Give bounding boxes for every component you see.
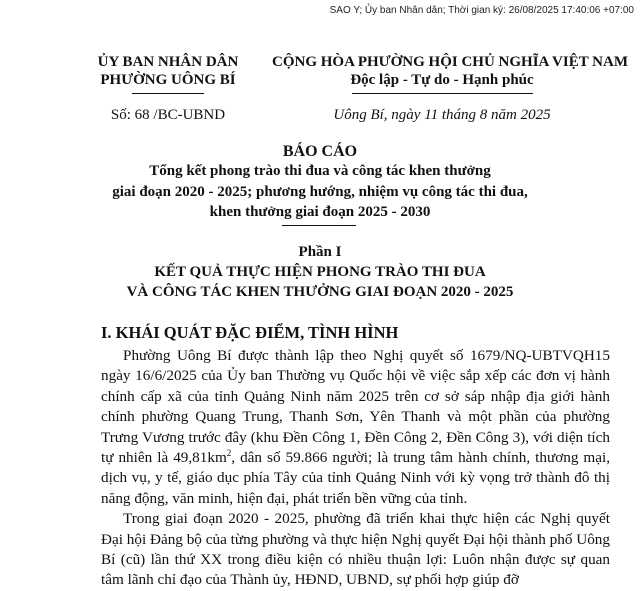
- part-title-line-1: KẾT QUẢ THỰC HIỆN PHONG TRÀO THI ĐUA: [154, 264, 486, 280]
- report-title: BÁO CÁO: [282, 143, 358, 160]
- agency-name: ỦY BAN NHÂN DÂN: [97, 54, 239, 70]
- superscript: 2: [226, 447, 232, 458]
- paragraph-1-text-end: , dân số 59.866 người; là trung tâm hành chính, thương mại, dịch vụ, y tế, giáo dục phía Tây của tỉnh Quảng Ninh với kỳ vọng trở thành đô thị năng động, văn minh, hiện đại, phát triển bền vững của tỉnh.: [101, 449, 611, 507]
- place-date: Uông Bí, ngày 11 tháng 8 năm 2025: [333, 107, 551, 123]
- paragraph-2: Trong giai đoạn 2020 - 2025, phường đã triển khai thực hiện các Nghị quyết Đại hội Đảng bộ của từng phường và thực hiện Nghị quyết Đại hội thành phố Uông Bí (cũ) lần thứ XX trong điều kiện có nhiều thuận lợi: Luôn nhận được sự quan tâm lãnh chỉ đạo của Thành ủy, HĐND, UBND, sự phối hợp giúp đỡ: [101, 510, 610, 589]
- report-subtitle-line-3: khen thưởng giai đoạn 2025 - 2030: [209, 204, 431, 220]
- section-heading: I. KHÁI QUÁT ĐẶC ĐIỂM, TÌNH HÌNH: [101, 323, 399, 342]
- motto-underline: [352, 93, 533, 94]
- body-text: [101, 346, 610, 591]
- agency-underline: [132, 93, 204, 94]
- subtitle-underline: [282, 225, 356, 226]
- part-label: Phần I: [298, 244, 342, 260]
- report-subtitle-line-1: Tổng kết phong trào thi đua và công tác khen thưởng: [149, 163, 491, 179]
- paragraph-1-text: Phường Uông Bí được thành lập theo Nghị quyết số 1679/NQ-UBTVQH15 ngày 16/6/2025 của Ủy ban Thường vụ Quốc hội về việc sắp xếp các đơn vị hành chính cấp xã của tỉnh Quảng Ninh năm 2025 trên cơ sở sáp nhập địa giới hành chính phường Quang Trung, Thanh Sơn, Yên Thanh và một phần của phường Trưng Vương trước đây (khu Đền Công 1, Đền Công 2, Đền Công 3), với diện tích tự nhiên là 49,81km: [101, 347, 610, 467]
- paragraph-1: [101, 346, 610, 509]
- national-motto: Độc lập - Tự do - Hạnh phúc: [350, 72, 534, 88]
- digital-signature-stamp: SAO Y; Ủy ban Nhân dân; Thời gian ký: 26/08/2025 17:40:06 +07:00: [329, 5, 634, 16]
- part-title-line-2: VÀ CÔNG TÁC KHEN THƯỞNG GIAI ĐOẠN 2020 - 2025: [126, 284, 514, 300]
- national-title: CỘNG HÒA PHƯỜNG HỘI CHỦ NGHĨA VIỆT NAM: [272, 54, 629, 70]
- agency-ward: PHƯỜNG UÔNG BÍ: [100, 72, 236, 88]
- report-subtitle-line-2: giai đoạn 2020 - 2025; phương hướng, nhiệm vụ công tác thi đua,: [112, 184, 528, 200]
- document-number: Số: 68 /BC-UBND: [110, 107, 226, 123]
